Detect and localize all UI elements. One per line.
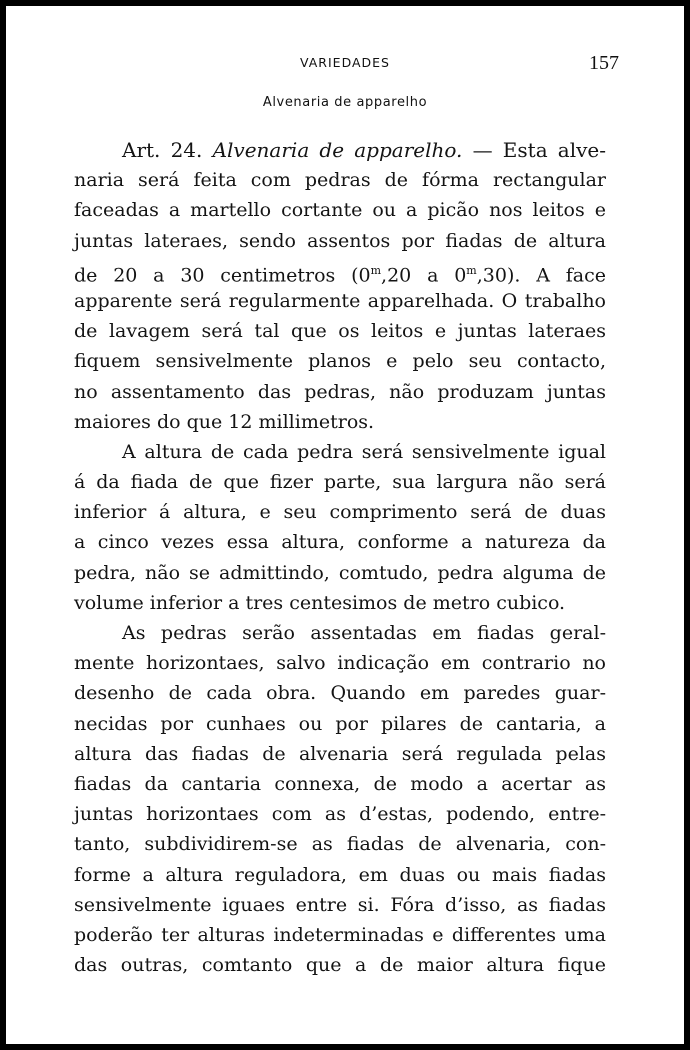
article-title: Alvenaria de apparelho. [212,138,463,162]
text-line: juntas lateraes, sendo assentos por fiadas de altura [74,229,606,252]
text-line: no assentamento das pedras, não produzam juntas [74,380,606,403]
text-line: tanto, subdividirem-se as fiadas de alvenaria, con- [74,833,606,856]
text-line: necidas por cunhaes ou por pilares de cantaria, a [74,712,606,735]
text-line: fiquem sensivelmente planos e pelo seu contacto, [74,350,606,373]
text-line: sensivelmente iguaes entre si. Fóra d’isso, as fiadas [74,893,606,916]
text-line: de 20 a 30 centimetros (0$^m$,20 a 0$^m$,30). A face [74,263,606,287]
text-line: mente horizontaes, salvo indicação em contrario no [74,652,606,675]
text-line: a cinco vezes essa altura, conforme a natureza da [74,531,606,554]
body-text [74,135,606,980]
text-line: apparente será regularmente apparelhada. O trabalho [74,289,606,312]
text-line: inferior á altura, e seu comprimento será de duas [74,501,606,524]
text-line: pedra, não se admittindo, comtudo, pedra alguma de [74,561,606,584]
article-first-line-rest: — Esta alve- [472,138,607,162]
book-page [6,6,684,1044]
article-heading-line [74,135,606,165]
text-line: faceadas a martello cortante ou a picão nos leitos e [74,199,606,222]
text-line: A altura de cada pedra será sensivelmente igual [122,440,606,463]
running-title: VARIEDADES [300,55,390,70]
page-number: 157 [589,52,619,74]
text-line: forme a altura reguladora, em duas ou mais fiadas [74,863,606,886]
text-line: juntas horizontaes com as d’estas, podendo, entre- [74,803,606,826]
text-line: de lavagem será tal que os leitos e juntas lateraes [74,320,606,343]
article-number: Art. 24. [122,138,203,162]
text-line: altura das fiadas de alvenaria será regulada pelas [74,742,606,765]
text-line: As pedras serão assentadas em fiadas geral- [122,622,606,644]
text-line: desenho de cada obra. Quando em paredes guar- [74,682,606,705]
text-line: á da fiada de que fizer parte, sua largura não será [74,471,606,494]
text-line: volume inferior a tres centesimos de metro cubico. [74,591,566,614]
running-head [6,53,684,77]
text-line: fiadas da cantaria connexa, de modo a acertar as [74,772,606,795]
text-line: maiores do que 12 millimetros. [74,410,375,433]
text-line: das outras, comtanto que a de maior altura fique [74,954,606,977]
text-line: naria será feita com pedras de fórma rectangular [74,169,606,192]
text-line: poderão ter alturas indeterminadas e differentes uma [74,923,606,946]
section-title: Alvenaria de apparelho [262,95,428,110]
